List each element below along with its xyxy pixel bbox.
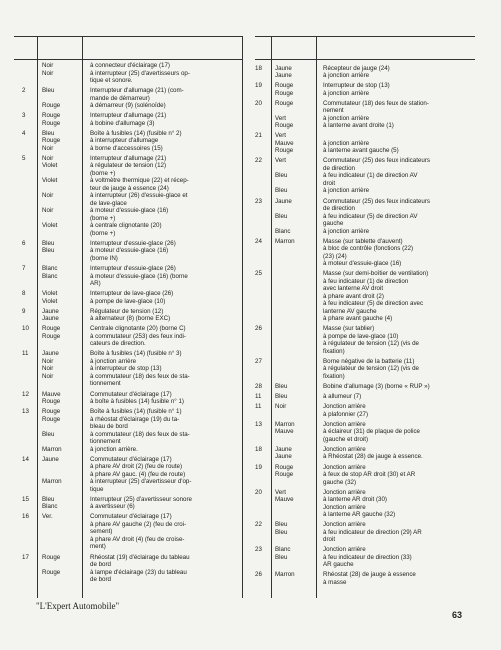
- table-row: [255, 471, 475, 486]
- row-color: Noir: [42, 357, 54, 365]
- row-color: Mauve: [275, 428, 294, 436]
- row-num: 15: [22, 495, 29, 503]
- row-desc: à feu indicateur (5) de direction avec lanterne AV gauche: [323, 300, 424, 315]
- table-row: [22, 177, 240, 192]
- row-color: Blanc: [42, 265, 58, 273]
- table-row: [22, 416, 240, 431]
- table-row: [22, 145, 240, 153]
- row-num: 28: [255, 383, 262, 391]
- row-color: Jaune: [42, 315, 59, 323]
- row-color: Marron: [42, 478, 62, 486]
- table-row: [22, 207, 240, 222]
- table-row: [22, 365, 240, 373]
- row-num: 23: [255, 546, 262, 554]
- row-color: Rouge: [275, 82, 294, 90]
- row-desc: à interrupteur (25) d'avertisseur d'op- tique: [90, 478, 192, 493]
- row-desc: Masse (sur demi-boîtier de ventilation) à feu indicateur (1) de direction avec lanterne AV droit: [323, 270, 429, 293]
- row-desc: à allumeur (7): [323, 393, 362, 401]
- row-desc: à jonction arrière: [323, 139, 370, 147]
- table-row: [22, 350, 240, 358]
- row-num: 11: [255, 393, 262, 401]
- center-divider: [242, 36, 243, 598]
- table-row: [255, 157, 475, 172]
- row-desc: à jonction arrière: [323, 72, 370, 80]
- table-row: [22, 456, 240, 464]
- row-desc: à jonction arrière: [323, 227, 370, 235]
- row-desc: Boîte à fusibles (14) (fusible n° 3): [90, 350, 182, 358]
- row-num: 19: [255, 82, 262, 90]
- row-color: Violet: [42, 297, 58, 305]
- row-color: Rouge: [42, 112, 61, 120]
- row-color: Rouge: [42, 553, 61, 561]
- table-row: [22, 265, 240, 273]
- table-row: [22, 102, 240, 110]
- row-color: Noir: [42, 192, 54, 200]
- table-row: [22, 471, 240, 479]
- row-color: Jaune: [275, 445, 292, 453]
- row-color: Bleu: [275, 528, 288, 536]
- row-desc: à pompe de lave-glace (10): [90, 297, 166, 305]
- row-desc: Rhéostat (19) d'éclairage du tableau de bord: [90, 553, 190, 568]
- row-num: 20: [255, 488, 262, 496]
- row-color: Vert: [275, 114, 287, 122]
- table-row: [255, 393, 475, 401]
- row-desc: à phare AV gauche (2) (feu de croi- sement): [90, 520, 187, 536]
- row-color: Bleu: [275, 393, 288, 401]
- row-color: Bleu: [42, 247, 55, 255]
- row-desc: à feu indicateur de direction (33) AR gauche: [323, 553, 412, 569]
- row-desc: Interrupteur d'essuie-glace (26): [90, 239, 176, 247]
- row-color: Bleu: [42, 430, 55, 438]
- row-color: Noir: [42, 62, 54, 69]
- row-desc: à Rhéostat (28) de jauge à essence.: [323, 453, 423, 461]
- row-color: Noir: [42, 69, 54, 77]
- row-color: Jaune: [42, 350, 59, 358]
- row-desc: à lampe d'éclairage (23) du tableau de bord: [90, 568, 187, 583]
- table-row: [255, 325, 475, 333]
- row-color: Rouge: [42, 332, 61, 340]
- row-color: Violet: [42, 222, 58, 230]
- row-color: Blanc: [275, 546, 291, 554]
- row-color: Rouge: [42, 325, 61, 333]
- table-row: [22, 496, 240, 504]
- row-desc: Jonction arrière: [323, 521, 366, 529]
- row-desc: à commutateur (18) des feux de sta- tionnement: [90, 372, 190, 388]
- row-desc: à borne d'accessoires (15): [90, 144, 163, 152]
- table-row: [255, 140, 475, 148]
- row-desc: Interrupteur de lave-glace (26): [90, 290, 174, 298]
- row-num: 27: [255, 357, 262, 365]
- row-color: Rouge: [275, 471, 294, 478]
- table-row: [22, 333, 240, 348]
- row-num: 18: [255, 445, 262, 453]
- row-num: 19: [255, 463, 262, 471]
- table-row: [22, 273, 240, 288]
- row-desc: Commutateur d'éclairage (17): [90, 513, 172, 521]
- table-row: [255, 504, 475, 512]
- row-color: Rouge: [275, 89, 294, 97]
- row-num: 4: [22, 129, 26, 137]
- row-desc: à jonction arrière: [323, 114, 370, 122]
- row-desc: à commutateur (18) des feux de sta- tionnement: [90, 430, 190, 446]
- row-desc: Jonction arrière à plafonnier (27): [323, 403, 369, 418]
- row-desc: Récepteur de jauge (24): [323, 64, 390, 72]
- row-color: Vert: [275, 488, 287, 496]
- row-desc: à interrupteur de stop (13): [90, 365, 162, 373]
- row-desc: à interrupteur (25) d'avertisseurs op- tique et sonore.: [90, 69, 190, 84]
- table-row: [22, 137, 240, 145]
- table-row: [255, 270, 475, 293]
- row-num: 3: [22, 112, 26, 120]
- table-row: [255, 521, 475, 529]
- row-desc: à phare avant droit (2): [323, 292, 384, 300]
- table-row: [22, 408, 240, 416]
- row-color: Violet: [42, 290, 58, 298]
- table-row: [255, 260, 475, 268]
- row-desc: à bloc de contrôle (fonctions (22) (23) (24): [323, 245, 414, 260]
- row-color: Bleu: [275, 187, 288, 195]
- row-desc: Jonction arrière: [323, 420, 366, 428]
- row-color: Mauve: [275, 139, 294, 147]
- row-num: 11: [255, 403, 262, 411]
- table-row: [22, 298, 240, 306]
- table-row: [255, 245, 475, 260]
- table-row: [22, 358, 240, 366]
- table-row: [22, 536, 240, 551]
- row-num: 22: [255, 521, 262, 529]
- table-row: [22, 315, 240, 323]
- table-row: [255, 428, 475, 443]
- row-desc: Jonction arrière: [323, 445, 366, 453]
- row-desc: Commutateur (25) des feux indicateurs de direction: [323, 197, 430, 213]
- table-row: [22, 569, 240, 584]
- row-color: Rouge: [42, 415, 61, 423]
- right-column: [255, 62, 475, 586]
- row-color: Bleu: [275, 212, 288, 220]
- table-row: [255, 198, 475, 213]
- row-color: Rouge: [275, 99, 294, 107]
- left-column: [22, 62, 240, 584]
- row-desc: Boîte à fusibles (14) (fusible n° 2): [90, 129, 182, 137]
- row-num: 22: [255, 157, 262, 165]
- row-desc: Masse (sur tablier): [323, 325, 375, 333]
- row-desc: Régulateur de tension (12): [90, 307, 164, 315]
- row-num: 13: [22, 408, 29, 416]
- row-desc: à feu indicateur (1) de direction AV droit: [323, 172, 418, 187]
- row-color: Jaune: [275, 197, 292, 205]
- table-row: [22, 70, 240, 85]
- row-color: Marron: [275, 237, 295, 245]
- table-row: [255, 340, 475, 355]
- row-desc: Commutateur d'éclairage (17): [90, 390, 172, 398]
- right-header-bar: [255, 36, 475, 60]
- table-row: [255, 293, 475, 301]
- row-color: Bleu: [275, 553, 288, 561]
- row-color: Noir: [42, 144, 54, 152]
- row-color: Rouge: [42, 102, 61, 110]
- row-color: Vert: [275, 157, 287, 165]
- table-row: [22, 554, 240, 569]
- row-color: Mauve: [275, 496, 294, 504]
- row-desc: à rhéostat d'éclairage (19) du ta- bleau de bord: [90, 415, 180, 431]
- row-color: Noir: [42, 365, 54, 373]
- row-desc: à interrupteur (26) d'essuie-glace et de lave-glace: [90, 192, 188, 207]
- table-row: [255, 122, 475, 130]
- table-row: [255, 529, 475, 544]
- table-row: [255, 489, 475, 497]
- table-row: [255, 213, 475, 228]
- row-desc: Rhéostat (28) de jauge à essence à masse: [323, 571, 416, 586]
- table-row: [22, 398, 240, 406]
- row-num: 13: [255, 420, 262, 428]
- row-desc: à jonction arrière.: [90, 445, 138, 453]
- table-row: [22, 162, 240, 177]
- table-row: [255, 496, 475, 504]
- table-row: [22, 521, 240, 536]
- row-num: 7: [22, 265, 26, 273]
- row-color: Blanc: [275, 227, 291, 235]
- row-desc: Jonction arrière: [323, 488, 366, 496]
- table-row: [22, 446, 240, 454]
- table-row: [22, 155, 240, 163]
- table-row: [255, 358, 475, 381]
- row-desc: Masse (sur tablette d'auvent): [323, 237, 403, 245]
- row-color: Bleu: [42, 129, 55, 137]
- table-row: [255, 446, 475, 454]
- row-color: Blanc: [42, 503, 58, 511]
- table-row: [255, 546, 475, 554]
- row-desc: à feu indicateur de direction (29) AR droit: [323, 528, 422, 544]
- row-desc: Jonction arrière: [323, 503, 366, 511]
- row-num: 6: [22, 239, 26, 247]
- table-row: [22, 120, 240, 128]
- row-desc: à moteur d'essuie-glace (16) (borne AR): [90, 272, 188, 288]
- row-color: Marron: [275, 420, 295, 428]
- row-desc: Interrupteur d'allumage (21) (com- mande de démarreur): [90, 87, 184, 102]
- row-num: 5: [22, 154, 26, 162]
- row-color: Jaune: [275, 453, 292, 461]
- row-desc: à phare AV gauc. (4) (feu de route): [90, 470, 186, 478]
- row-desc: à centrale clignotante (20) (borne +): [90, 222, 162, 237]
- row-desc: à moteur d'essuie-glace (16): [323, 260, 402, 268]
- row-color: Rouge: [42, 119, 61, 127]
- row-color: Noir: [275, 403, 287, 411]
- row-desc: à phare AV droit (2) (feu de route): [90, 463, 183, 471]
- row-color: Noir: [42, 207, 54, 215]
- table-row: [255, 464, 475, 472]
- row-num: 17: [22, 553, 29, 561]
- row-desc: Commutateur (18) des feux de station- nement: [323, 99, 429, 115]
- row-desc: à moteur d'essuie-glace (16) (borne IN): [90, 247, 169, 262]
- row-color: Mauve: [42, 390, 61, 398]
- table-row: [22, 463, 240, 471]
- row-color: Violet: [42, 162, 58, 170]
- table-row: [22, 87, 240, 102]
- row-desc: à feu indicateur (5) de direction AV gauche: [323, 212, 418, 228]
- row-num: 9: [22, 307, 26, 315]
- table-row: [255, 511, 475, 519]
- row-desc: Interrupteur d'essuie-glace (26): [90, 265, 176, 273]
- row-color: Marron: [42, 445, 62, 453]
- table-row: [22, 325, 240, 333]
- row-color: Bleu: [42, 87, 55, 95]
- row-desc: à alternateur (8) (borne EXC): [90, 315, 171, 323]
- row-color: Marron: [275, 571, 295, 579]
- table-row: [22, 503, 240, 511]
- row-num: 16: [22, 513, 29, 521]
- table-row: [255, 147, 475, 155]
- row-color: Bleu: [275, 521, 288, 529]
- left-header-bar: [14, 36, 242, 60]
- row-color: Jaune: [42, 307, 59, 315]
- row-desc: Bobine d'allumage (3) (borne « RUP »): [323, 383, 430, 391]
- table-row: [255, 228, 475, 236]
- row-desc: à bobine d'allumage (3): [90, 119, 155, 127]
- row-color: Noir: [42, 154, 54, 162]
- table-row: [255, 132, 475, 140]
- row-desc: à démarreur (9) (solénoïde): [90, 102, 166, 110]
- row-desc: à jonction arrière: [90, 357, 137, 365]
- row-desc: Interrupteur de stop (13): [323, 82, 390, 90]
- row-num: 18: [255, 64, 262, 72]
- row-desc: à voltmètre thermique (22) et récep- teur de jauge à essence (24): [90, 177, 189, 192]
- table-row: [22, 240, 240, 248]
- table-row: [255, 403, 475, 418]
- table-row: [255, 65, 475, 73]
- row-desc: à jonction arrière: [323, 187, 370, 195]
- row-color: Jaune: [275, 64, 292, 72]
- row-num: 23: [255, 197, 262, 205]
- row-desc: Interrupteur d'allumage (21): [90, 154, 167, 162]
- row-desc: à éclaireur (31) de plaque de police (gauche et droit): [323, 428, 420, 443]
- table-row: [255, 90, 475, 98]
- row-color: Bleu: [42, 239, 55, 247]
- table-row: [22, 478, 240, 493]
- row-num: 8: [22, 290, 26, 298]
- row-desc: à lanterne AR gauche (32): [323, 511, 396, 519]
- table-row: [255, 315, 475, 323]
- row-color: Blanc: [42, 272, 58, 280]
- row-color: Vert: [275, 132, 287, 140]
- row-num: 10: [22, 325, 29, 333]
- row-color: Rouge: [42, 137, 61, 145]
- row-desc: à commutateur (253) des feux indi- cateurs de direction.: [90, 332, 186, 348]
- row-desc: à connecteur d'éclairage (17): [90, 62, 170, 69]
- table-row: [255, 453, 475, 461]
- row-num: 25: [255, 270, 262, 278]
- row-desc: Boîte à fusibles (14) (fusible n° 1): [90, 408, 182, 416]
- row-desc: Centrale clignotante (20) (borne C): [90, 325, 186, 333]
- row-num: 26: [255, 325, 262, 333]
- table-row: [255, 421, 475, 429]
- row-desc: à phare AV droit (4) (feu de croise- ment): [90, 535, 185, 551]
- table-row: [22, 308, 240, 316]
- row-color: Bleu: [42, 495, 55, 503]
- row-color: Violet: [42, 177, 58, 185]
- row-desc: Jonction arrière: [323, 463, 366, 471]
- row-desc: Jonction arrière: [323, 546, 366, 554]
- table-row: [22, 391, 240, 399]
- table-row: [255, 187, 475, 195]
- table-row: [22, 130, 240, 138]
- table-row: [22, 513, 240, 521]
- row-desc: à avertisseur (6): [90, 503, 135, 511]
- row-num: 12: [22, 390, 29, 398]
- row-desc: à pompe de lave-glace (10): [323, 332, 399, 340]
- row-desc: à régulateur de tension (12) (vis de fixation): [323, 340, 419, 355]
- table-row: [255, 115, 475, 123]
- table-row: [255, 383, 475, 391]
- table-row: [22, 222, 240, 237]
- row-desc: à lanterne avant gauche (5): [323, 147, 399, 155]
- row-color: Rouge: [275, 147, 294, 155]
- row-num: 24: [255, 237, 262, 245]
- row-color: Rouge: [42, 568, 61, 576]
- table-row: [255, 82, 475, 90]
- table-row: [22, 62, 240, 70]
- row-color: Rouge: [42, 398, 61, 406]
- table-row: [255, 238, 475, 246]
- row-color: Noir: [42, 372, 54, 380]
- table-row: [22, 247, 240, 262]
- table-row: [22, 373, 240, 388]
- publication-name: "L'Expert Automobile": [36, 601, 120, 611]
- row-num: 20: [255, 99, 262, 107]
- row-num: 11: [22, 350, 29, 358]
- row-color: Rouge: [42, 408, 61, 416]
- row-desc: Interrupteur d'allumage (21): [90, 112, 167, 120]
- row-desc: à phare avant gauche (4): [323, 315, 393, 323]
- row-desc: à lanterne avant droite (1): [323, 122, 394, 130]
- row-color: Jaune: [275, 72, 292, 80]
- row-num: 14: [22, 455, 29, 463]
- table-row: [255, 554, 475, 569]
- row-num: 2: [22, 87, 26, 95]
- table-row: [255, 172, 475, 187]
- table-row: [22, 192, 240, 207]
- row-num: 26: [255, 571, 262, 579]
- row-desc: Borne négative de la batterie (11) à régulateur de tension (12) (vis de fixation): [323, 357, 419, 380]
- row-color: Rouge: [275, 463, 294, 471]
- row-desc: Interrupteur (25) d'avertisseur sonore: [90, 495, 192, 503]
- row-desc: à interrupteur d'allumage: [90, 137, 159, 145]
- table-row: [255, 571, 475, 586]
- row-desc: à boîte à fusibles (14) fusible n° 1): [90, 398, 184, 406]
- table-row: [255, 333, 475, 341]
- table-row: [22, 431, 240, 446]
- row-color: Bleu: [275, 383, 288, 391]
- table-row: [255, 300, 475, 315]
- table-row: [255, 100, 475, 115]
- table-row: [22, 112, 240, 120]
- page-number: 63: [452, 610, 463, 620]
- row-desc: à jonction arrière: [323, 89, 370, 97]
- row-desc: Commutateur (25) des feux indicateurs de direction: [323, 157, 430, 172]
- row-color: Ver.: [42, 513, 53, 521]
- row-desc: Commutateur d'éclairage (17): [90, 455, 172, 463]
- row-color: Bleu: [275, 172, 288, 180]
- row-color: Rouge: [275, 122, 294, 130]
- row-desc: à moteur d'essuie-glace (16) (borne +): [90, 207, 169, 222]
- row-desc: à lanterne AR droit (30): [323, 496, 387, 504]
- row-desc: à régulateur de tension (12) (borne +): [90, 162, 167, 177]
- table-row: [255, 72, 475, 80]
- table-row: [22, 290, 240, 298]
- row-color: Jaune: [42, 455, 59, 463]
- row-desc: à feux de stop AR droit (30) et AR gauche (32): [323, 471, 416, 486]
- row-num: 21: [255, 132, 262, 140]
